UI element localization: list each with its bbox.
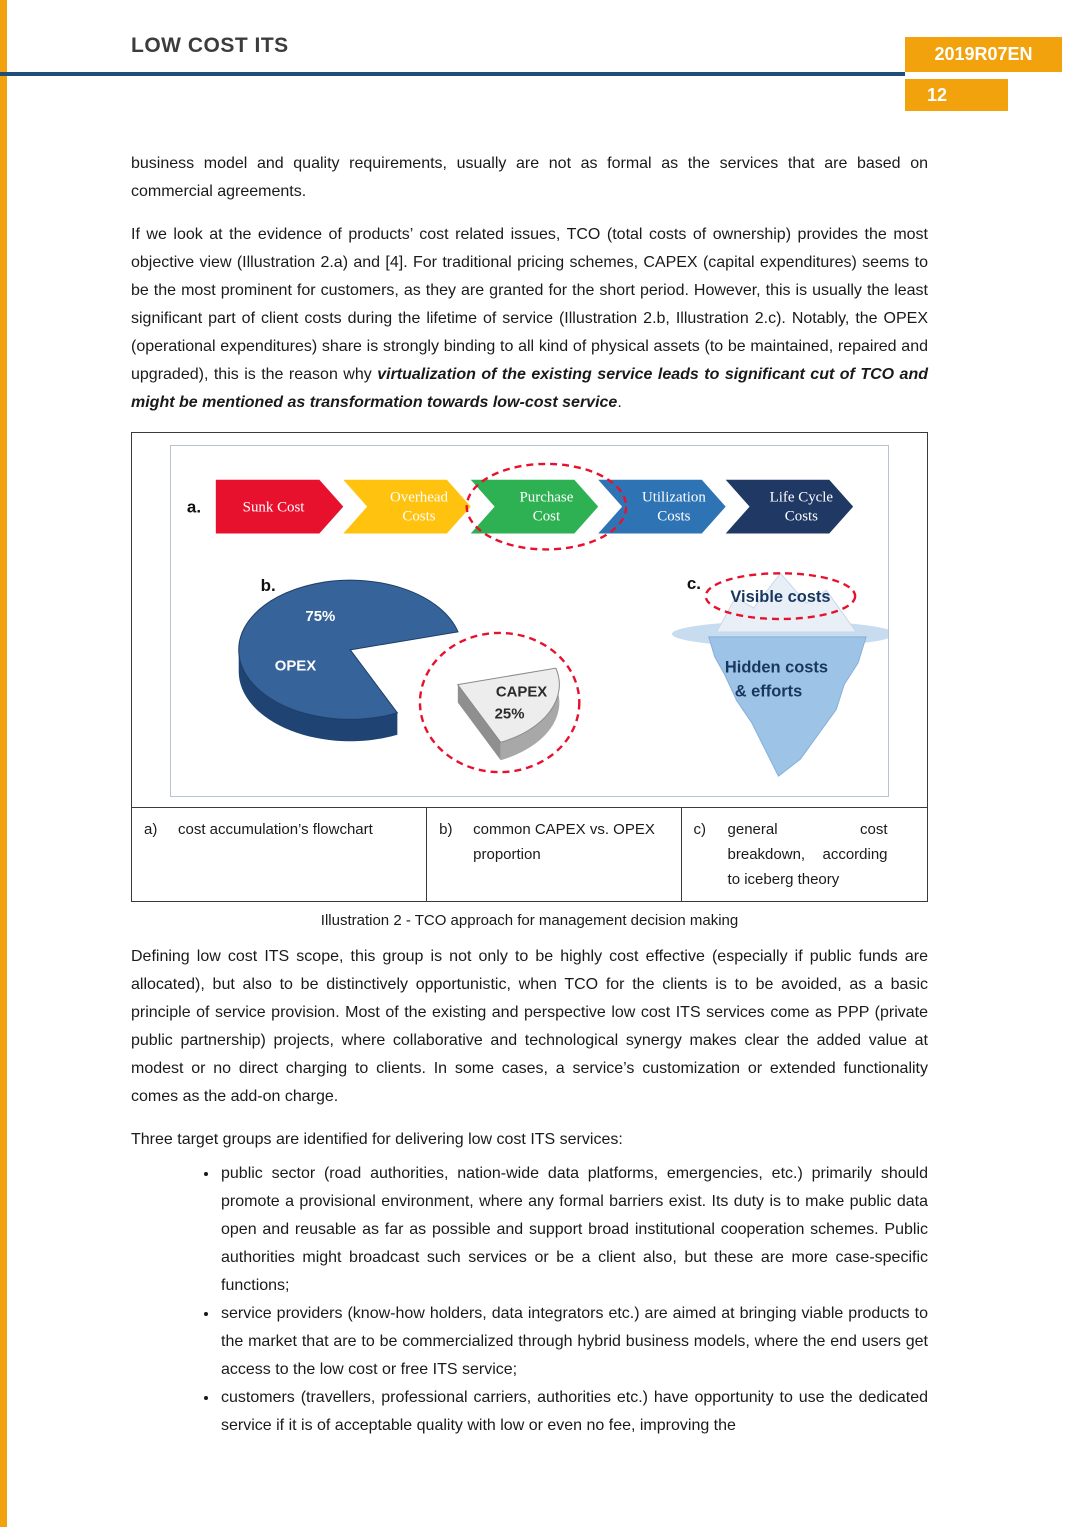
figure-canvas xyxy=(170,445,889,797)
figure-caption: Illustration 2 - TCO approach for management decision making xyxy=(320,912,739,929)
list-item-customers: • customers (travellers, professional carriers, authorities etc.) have opportunity to use the dedicated service if it is of acceptable quality with low or even no fee, improving the xyxy=(219,1384,928,1440)
paragraph-scope: Defining low cost ITS scope, this group is not only to be highly cost effective (especially if public funds are allocated), but also to be distinctively opportunistic, when TCO for the clients is to be avoided, as a basic principle of service provision. Most of the existing and perspective low cost ITS services come as PPP (private public partnership) projects, where collaborative and technological synergy makes clear the added value at modest or no direct charging to clients. In some cases, a service’s customization or extended functionality comes as the add-on charge. xyxy=(131,948,928,1105)
caption-cell-a-prefix: a) xyxy=(144,821,158,838)
flowchart-arrow-utilization-line1: Utilization xyxy=(641,489,706,506)
tco-illustration-graphic xyxy=(171,446,888,796)
panel-label-b: b. xyxy=(260,576,276,596)
paragraph-tco-lead: If we look at the evidence of products’ cost related issues, TCO (total costs of ownership) provides the most objective view (Illustration 2.a) and [4]. For traditional pricing schemes, CAPEX (capital expenditures) seems to be the most prominent for customers, as they are granted for the short period. However, this is usually the least significant part of client costs during the lifetime of service (Illustration 2.b, Illustration 2.c). Notably, the OPEX (operational expenditures) share is strongly binding to all kind of physical assets (to be maintained, repaired and upgraded), this is the reason why xyxy=(131,226,928,383)
page-body xyxy=(131,150,928,1440)
iceberg-panel xyxy=(672,573,888,776)
paragraph-tco-tail: . xyxy=(617,394,622,411)
capex-name-label: CAPEX xyxy=(495,683,548,701)
visible-costs-label: Visible costs xyxy=(730,588,831,607)
hidden-costs-label-line1: Hidden costs xyxy=(724,658,829,677)
flowchart-arrow-purchase-cost xyxy=(471,480,598,534)
caption-cell-b-prefix: b) xyxy=(439,821,453,838)
flowchart-arrow-sunk-cost-label: Sunk Cost xyxy=(242,499,305,516)
caption-cell-b xyxy=(426,808,680,901)
paragraph-intro: business model and quality requirements, usually are not as formal as the services that are based on commercial agreements. xyxy=(131,155,928,200)
paragraph-target-groups-intro: Three target groups are identified for delivering low cost ITS services: xyxy=(131,1131,623,1148)
figure-caption-table xyxy=(132,807,927,901)
flowchart-panel xyxy=(187,464,853,550)
caption-cell-a-text: cost accumulation’s flowchart xyxy=(178,821,373,838)
caption-cell-c-prefix: c) xyxy=(693,821,707,838)
header-rule xyxy=(0,72,905,76)
page-number-badge: 12 xyxy=(905,79,1008,111)
paragraph-tco xyxy=(131,221,928,417)
opex-share-label: 75% xyxy=(305,608,336,625)
panel-label-c: c. xyxy=(686,574,701,594)
caption-cell-a xyxy=(132,808,426,901)
doc-id-badge: 2019R07EN xyxy=(905,37,1062,72)
opex-slice-top xyxy=(239,580,458,719)
flowchart-arrow-utilization-line2: Costs xyxy=(657,508,691,525)
flowchart-arrow-overhead-line2: Costs xyxy=(402,508,436,525)
document-title: LOW COST ITS xyxy=(131,34,289,57)
flowchart-arrow-purchase-line1: Purchase xyxy=(519,489,574,506)
flowchart-arrow-lifecycle-line1: Life Cycle xyxy=(769,489,834,506)
list-item-service-providers: • service providers (know-how holders, data integrators etc.) are aimed at bringing viable products to the market that are to be commercialized through hybrid business models, where the end users get access to the low cost or free ITS service; xyxy=(219,1300,928,1384)
paragraph-tco-emphasis: virtualization of the existing service leads to significant cut of TCO and might be mentioned as transformation towards low-cost service xyxy=(131,366,928,411)
flowchart-arrow-overhead-line1: Overhead xyxy=(389,489,448,506)
flowchart-arrow-lifecycle-line2: Costs xyxy=(784,508,818,525)
capex-share-label: 25% xyxy=(494,705,525,723)
flowchart-arrow-life-cycle-costs xyxy=(726,480,853,534)
flowchart-arrow-purchase-line2: Cost xyxy=(532,508,561,525)
caption-cell-c xyxy=(681,808,927,901)
figure-illustration-2 xyxy=(131,432,928,902)
flowchart-arrow-overhead-costs xyxy=(343,480,470,534)
target-groups-list xyxy=(131,1160,928,1440)
hidden-costs-label-line2: & efforts xyxy=(734,682,803,701)
caption-cell-c-text: general cost breakdown, according to iceberg theory xyxy=(727,821,888,888)
figure-image-row xyxy=(132,433,927,807)
pie-chart-panel xyxy=(239,576,580,772)
opex-name-label: OPEX xyxy=(274,657,317,675)
list-item-public-sector: • public sector (road authorities, nation-wide data platforms, emergencies, etc.) primarily should promote a provisional environment, where any formal barriers exist. Its duty is to make public data open and reusable as far as possible and support broad institutional cooperation schemes. Public authorities might broadcast such services or be a client also, but these are more case-specific functions; xyxy=(219,1160,928,1300)
left-accent-stripe xyxy=(0,0,7,1527)
caption-cell-b-text: common CAPEX vs. OPEX proportion xyxy=(473,821,655,863)
panel-label-a: a. xyxy=(186,497,202,517)
